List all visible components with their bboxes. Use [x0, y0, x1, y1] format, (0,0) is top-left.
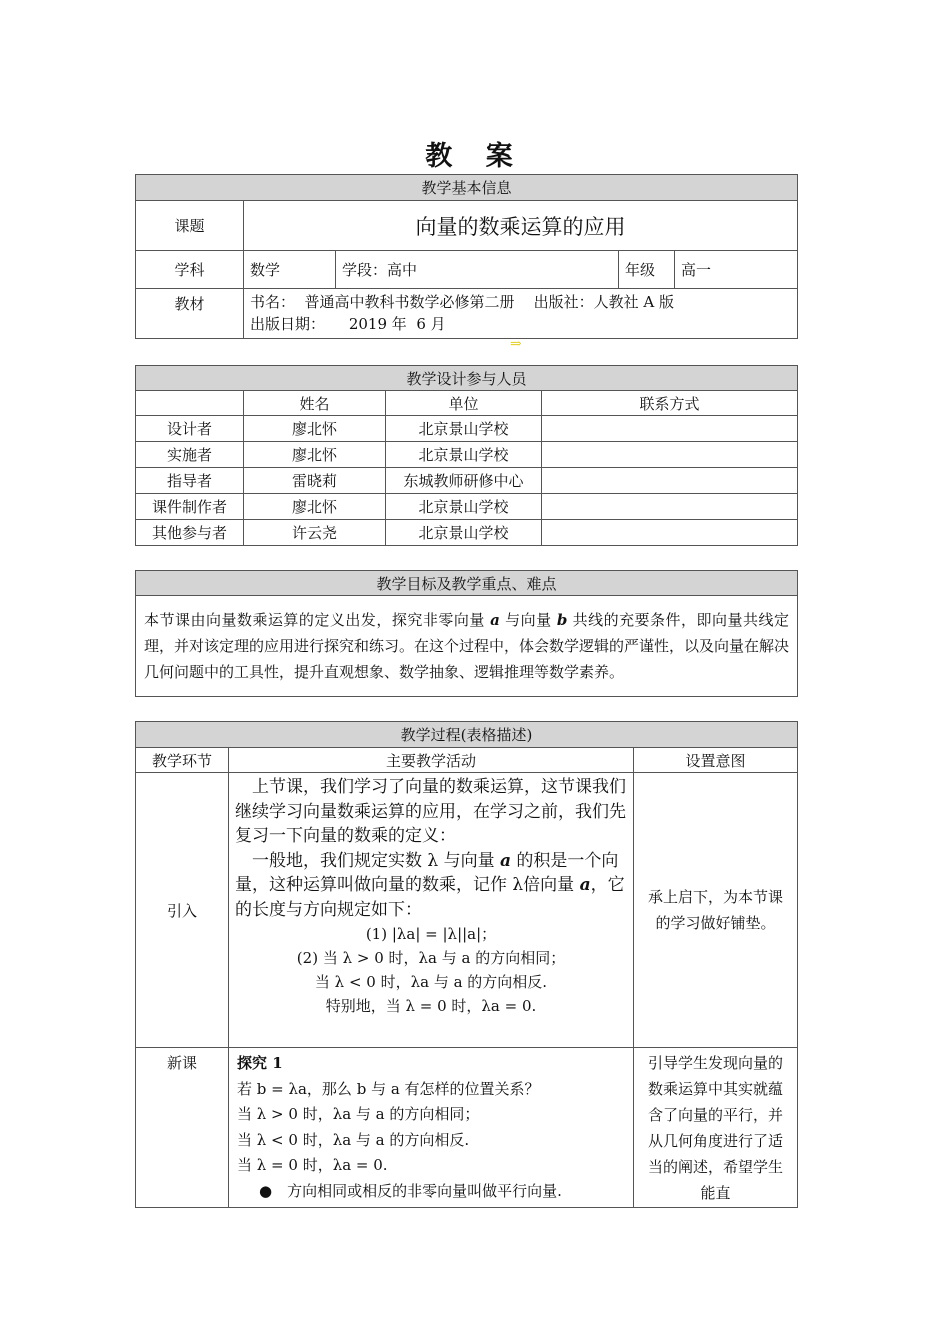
- participants-header: 教学设计参与人员: [136, 366, 798, 391]
- vector-a: a: [579, 875, 591, 895]
- contact-cell: [542, 442, 798, 468]
- name-cell: 廖北怀: [244, 494, 386, 520]
- col-name: 姓名: [244, 391, 386, 416]
- col-contact: 联系方式: [542, 391, 798, 416]
- intro-rule-4: 特别地，当 λ = 0 时，λa = 0.: [325, 997, 537, 1015]
- intro-activity: [229, 773, 634, 1048]
- new-stage: 新课: [136, 1048, 229, 1208]
- grade-label: 年级: [619, 251, 675, 289]
- intro-row: [136, 773, 798, 1048]
- process-header: 教学过程(表格描述): [136, 722, 798, 748]
- participants-table: [135, 365, 798, 546]
- role-cell: 其他参与者: [136, 520, 244, 546]
- table-row: [136, 494, 798, 520]
- unit-cell: 北京景山学校: [386, 442, 542, 468]
- intro-intent: 承上启下，为本节课的学习做好铺垫。: [634, 773, 798, 1048]
- grade-value: 高一: [675, 251, 798, 289]
- new-activity: [229, 1048, 634, 1208]
- textbook-line1: 书名： 普通高中教科书数学必修第二册 出版社：人教社 A 版: [250, 293, 674, 311]
- stage-value: 学段：高中: [336, 251, 619, 289]
- bullet-icon: ●: [259, 1181, 288, 1200]
- role-cell: 指导者: [136, 468, 244, 494]
- bullet-text: 方向相同或相反的非零向量叫做平行向量.: [287, 1181, 562, 1200]
- explore-line-1: 当 λ > 0 时，λa 与 a 的方向相同；: [237, 1105, 480, 1123]
- intro-rule-1: (1) |λa| = |λ||a|；: [365, 925, 497, 943]
- goals-header: 教学目标及教学重点、难点: [136, 571, 798, 596]
- col-intent: 设置意图: [634, 748, 798, 773]
- explore-question: 若 b = λa，那么 b 与 a 有怎样的位置关系？: [237, 1079, 540, 1098]
- textbook-line2: 出版日期： 2019 年 6 月: [250, 315, 446, 333]
- intro-p1: 上节课，我们学习了向量的数乘运算，这节课我们继续学习向量数乘运算的应用，在学习之前，我们先复习一下向量的数乘的定义：: [235, 777, 626, 846]
- intro-p2: [235, 849, 627, 923]
- basic-info-table: [135, 174, 798, 339]
- intro-p2c: ，它的长度与方向规定如下：: [235, 875, 625, 920]
- subject-value: 数学: [244, 251, 336, 289]
- vector-a: a: [490, 611, 500, 629]
- role-cell: 实施者: [136, 442, 244, 468]
- unit-cell: 东城教师研修中心: [386, 468, 542, 494]
- vector-a: a: [500, 850, 512, 871]
- new-row: [136, 1048, 798, 1208]
- role-cell: 课件制作者: [136, 494, 244, 520]
- name-cell: 廖北怀: [244, 442, 386, 468]
- unit-cell: 北京景山学校: [386, 494, 542, 520]
- intro-p2a: 一般地，我们规定实数 λ 与向量: [235, 850, 500, 871]
- explore-bullet: [237, 1179, 625, 1205]
- role-cell: 设计者: [136, 416, 244, 442]
- table-row: [136, 520, 798, 546]
- name-cell: 廖北怀: [244, 416, 386, 442]
- new-intent: 引导学生发现向量的数乘运算中其实就蕴含了向量的平行，并从几何角度进行了适当的阐述，希望学生能直: [634, 1048, 798, 1208]
- table-row: [136, 442, 798, 468]
- topic-label: 课题: [136, 201, 244, 251]
- unit-cell: 北京景山学校: [386, 416, 542, 442]
- goals-text-c: 共线的充要条件，即向量共线定理，并对该定理的应用进行探究和练习。在这个过程中，体会数学逻辑的严谨性，以及向量在解决几何问题中的工具性，提升直观想象、数学抽象、逻辑推理等数学素养。: [144, 611, 790, 681]
- name-cell: 许云尧: [244, 520, 386, 546]
- topic-value: 向量的数乘运算的应用: [244, 201, 798, 251]
- basic-info-header: 教学基本信息: [136, 175, 798, 201]
- table-row: [136, 416, 798, 442]
- name-cell: 雷晓莉: [244, 468, 386, 494]
- table-row: [136, 468, 798, 494]
- arrow-mark: ⇒: [510, 336, 522, 352]
- contact-cell: [542, 416, 798, 442]
- col-activity: 主要教学活动: [229, 748, 634, 773]
- contact-cell: [542, 520, 798, 546]
- explore-line-3: 当 λ = 0 时，λa = 0.: [237, 1156, 388, 1174]
- col-stage: 教学环节: [136, 748, 229, 773]
- explore-title: 探究 1: [237, 1054, 283, 1072]
- textbook-value: [244, 289, 798, 339]
- vector-b: b: [556, 611, 568, 629]
- subject-label: 学科: [136, 251, 244, 289]
- contact-cell: [542, 468, 798, 494]
- intro-p2b: 的积是一个向量，这种运算叫做向量的数乘，记作 λ倍向量: [235, 850, 619, 895]
- process-table: [135, 721, 798, 1208]
- goals-text: [136, 596, 798, 697]
- textbook-label: 教材: [136, 289, 244, 339]
- explore-line-2: 当 λ < 0 时，λa 与 a 的方向相反.: [237, 1130, 470, 1149]
- contact-cell: [542, 494, 798, 520]
- goals-text-a: 本节课由向量数乘运算的定义出发，探究非零向量: [144, 611, 491, 629]
- page-title: 教 案: [425, 141, 525, 172]
- intro-stage: 引入: [136, 773, 229, 1048]
- unit-cell: 北京景山学校: [386, 520, 542, 546]
- intro-rule-3: 当 λ < 0 时，λa 与 a 的方向相反.: [314, 973, 548, 991]
- intro-rule-2: (2) 当 λ > 0 时，λa 与 a 的方向相同；: [296, 949, 566, 967]
- col-role: [136, 391, 244, 416]
- col-unit: 单位: [386, 391, 542, 416]
- goals-text-b: 与向量: [499, 611, 557, 629]
- goals-table: [135, 570, 798, 697]
